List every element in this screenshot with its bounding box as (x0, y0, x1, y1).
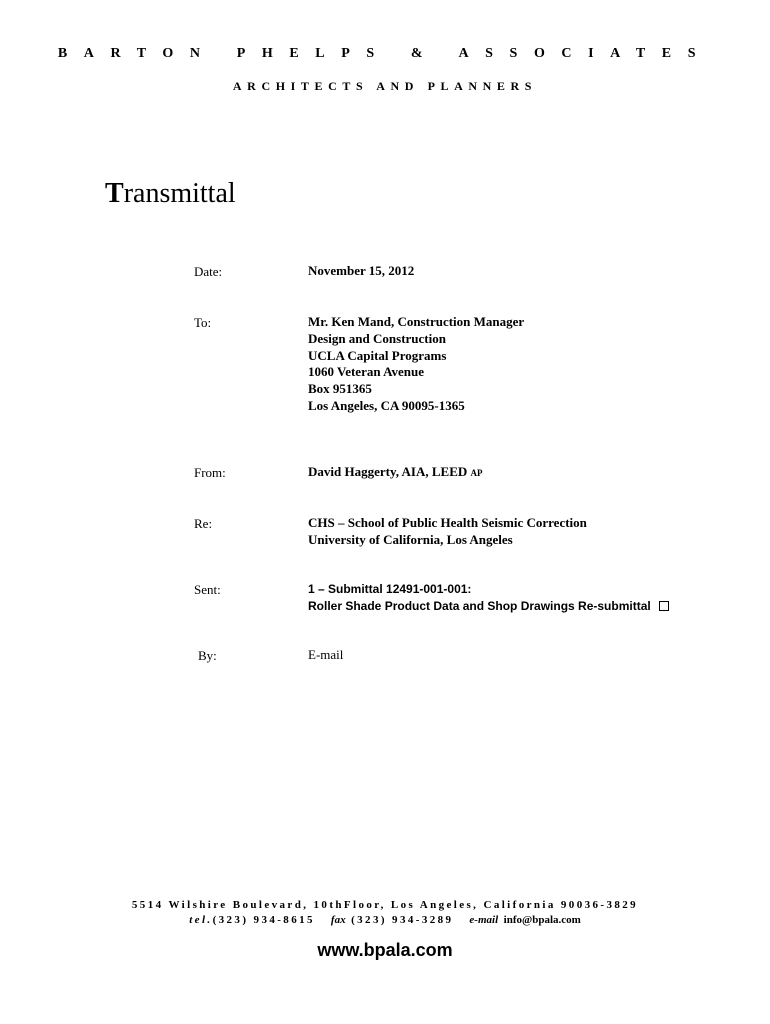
website-link[interactable]: www.bpala.com (317, 940, 453, 960)
from-label: From: (194, 465, 226, 480)
tel-number: (323) 934-8615 (212, 914, 315, 926)
to-line: Los Angeles, CA 90095-1365 (308, 397, 465, 413)
firm-name: BARTON PHELPS & ASSOCIATES (57, 46, 713, 61)
from-name: David Haggerty, AIA, LEED (308, 464, 468, 479)
to-line: Design and Construction (308, 330, 446, 346)
fax-number: (323) 934-3289 (351, 914, 454, 926)
from-suffix: AP (470, 468, 483, 478)
to-line: UCLA Capital Programs (308, 347, 447, 363)
by-label: By: (198, 648, 217, 663)
sent-label: Sent: (194, 582, 221, 597)
email-label: e-mail (469, 914, 499, 926)
footer-contact (0, 914, 770, 926)
sent-block (308, 581, 669, 614)
sent-line: Roller Shade Product Data and Shop Drawings Re-submittal (308, 598, 651, 613)
re-block (308, 515, 587, 549)
title-rest: ransmittal (123, 178, 236, 209)
date-value: November 15, 2012 (308, 263, 415, 278)
re-line: CHS – School of Public Health Seismic Correction (308, 515, 587, 530)
fax-label: fax (330, 914, 346, 926)
sent-line-item (308, 598, 669, 615)
date-label: Date: (194, 264, 223, 279)
by-value: E-mail (308, 647, 344, 662)
to-line: 1060 Veteran Avenue (308, 364, 425, 380)
to-line: Mr. Ken Mand, Construction Manager (308, 314, 525, 329)
re-line: University of California, Los Angeles (308, 531, 513, 547)
email-address[interactable]: info@bpala.com (503, 914, 581, 926)
document-title (105, 178, 236, 210)
from-value (308, 464, 483, 482)
tel-label: tel. (189, 914, 213, 926)
re-label: Re: (194, 516, 213, 531)
to-address-block (308, 314, 524, 415)
footer-address: 5514 Wilshire Boulevard, 10thFloor, Los Angeles, California 90036-3829 (131, 899, 639, 911)
title-initial: T (105, 178, 124, 209)
sent-line: 1 – Submittal 12491-001-001: (308, 582, 472, 596)
to-line: Box 951365 (308, 381, 372, 397)
checkbox-icon (659, 601, 669, 611)
firm-subtitle: ARCHITECTS AND PLANNERS (232, 79, 538, 93)
to-label: To: (194, 315, 212, 330)
